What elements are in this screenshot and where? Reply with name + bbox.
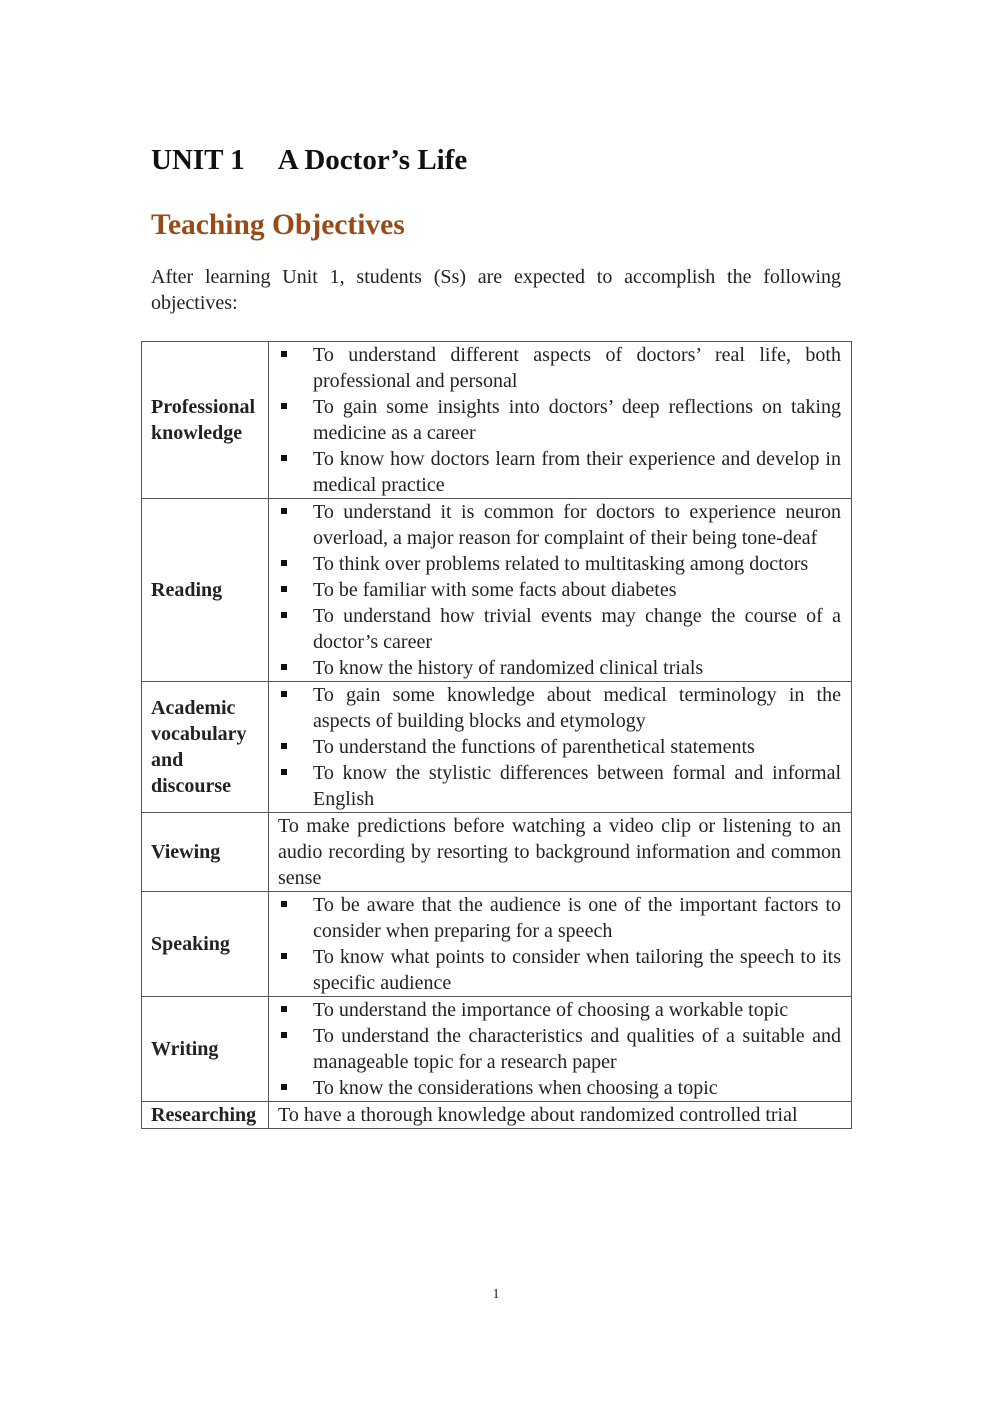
- unit-name: A Doctor’s Life: [277, 144, 468, 176]
- unit-title: [151, 142, 467, 178]
- bullet-icon: [281, 403, 287, 409]
- bullet-icon: [281, 508, 287, 514]
- intro-paragraph: After learning Unit 1, students (Ss) are expected to accomplish the following objectives:: [151, 266, 841, 314]
- category-label: Viewing: [142, 813, 269, 892]
- objectives-cell: [269, 892, 852, 997]
- category-label: Reading: [142, 499, 269, 682]
- bullet-icon: [281, 1032, 287, 1038]
- bullet-icon: [281, 901, 287, 907]
- objective-text: To think over problems related to multitasking among doctors: [313, 553, 809, 575]
- category-label: Professional knowledge: [142, 342, 269, 499]
- page-number: 1: [492, 1287, 500, 1302]
- bullet-icon: [281, 351, 287, 357]
- table-row-professional-knowledge: [142, 342, 852, 499]
- list-item: [313, 499, 841, 551]
- list-item: [313, 1075, 841, 1101]
- objective-list: [313, 892, 841, 996]
- category-label: Academic vocabulary and discourse: [142, 682, 269, 813]
- category-label: Speaking: [142, 892, 269, 997]
- category-label: Researching: [142, 1102, 269, 1129]
- objectives-table: [141, 341, 852, 1129]
- objective-text: To understand how trivial events may change the course of a doctor’s career: [313, 605, 841, 653]
- objective-text: To know how doctors learn from their experience and develop in medical practice: [313, 448, 841, 496]
- table-row-reading: [142, 499, 852, 682]
- list-item: [313, 1023, 841, 1075]
- list-item: [313, 760, 841, 812]
- table-row-academic-vocabulary: [142, 682, 852, 813]
- list-item: [313, 446, 841, 498]
- bullet-icon: [281, 769, 287, 775]
- bullet-icon: [281, 1006, 287, 1012]
- list-item: [313, 892, 841, 944]
- list-item: [313, 394, 841, 446]
- objective-text: To understand the functions of parenthetical statements: [313, 736, 755, 758]
- bullet-icon: [281, 586, 287, 592]
- list-item: [313, 342, 841, 394]
- list-item: [313, 655, 841, 681]
- objective-list: [313, 997, 841, 1101]
- objective-text: To understand the importance of choosing a workable topic: [313, 999, 789, 1021]
- objective-text: To know the history of randomized clinical trials: [313, 657, 704, 679]
- objective-text: To be aware that the audience is one of the important factors to consider when preparing for a speech: [313, 894, 841, 942]
- objective-text: To have a thorough knowledge about randomized controlled trial: [269, 1102, 852, 1129]
- objective-text: To gain some insights into doctors’ deep reflections on taking medicine as a career: [313, 396, 841, 444]
- objectives-cell: [269, 499, 852, 682]
- objective-text: To understand it is common for doctors to experience neuron overload, a major reason for complaint of their being tone-deaf: [313, 501, 841, 549]
- list-item: [313, 682, 841, 734]
- category-label: Writing: [142, 997, 269, 1102]
- table-row-writing: [142, 997, 852, 1102]
- objective-list: [313, 499, 841, 681]
- bullet-icon: [281, 743, 287, 749]
- bullet-icon: [281, 612, 287, 618]
- objective-text: To know what points to consider when tailoring the speech to its specific audience: [313, 946, 841, 994]
- objective-list: [313, 682, 841, 812]
- list-item: [313, 997, 841, 1023]
- unit-number: UNIT 1: [151, 144, 245, 176]
- objectives-cell: [269, 997, 852, 1102]
- objective-text: To be familiar with some facts about diabetes: [313, 579, 677, 601]
- list-item: [313, 944, 841, 996]
- section-heading: Teaching Objectives: [151, 209, 405, 241]
- list-item: [313, 734, 841, 760]
- table-row-viewing: [142, 813, 852, 892]
- objectives-cell: [269, 682, 852, 813]
- bullet-icon: [281, 560, 287, 566]
- bullet-icon: [281, 664, 287, 670]
- objectives-cell: [269, 342, 852, 499]
- table-row-speaking: [142, 892, 852, 997]
- bullet-icon: [281, 691, 287, 697]
- objective-text: To understand the characteristics and qualities of a suitable and manageable topic for a research paper: [313, 1025, 841, 1073]
- objective-list: [313, 342, 841, 498]
- table-row-researching: [142, 1102, 852, 1129]
- list-item: [313, 551, 841, 577]
- objective-text: To know the stylistic differences between formal and informal English: [313, 762, 841, 810]
- objective-text: To understand different aspects of doctors’ real life, both professional and personal: [313, 344, 841, 392]
- bullet-icon: [281, 1084, 287, 1090]
- objective-text: To know the considerations when choosing a topic: [313, 1077, 718, 1099]
- bullet-icon: [281, 455, 287, 461]
- objective-text: To gain some knowledge about medical terminology in the aspects of building blocks and etymology: [313, 684, 841, 732]
- bullet-icon: [281, 953, 287, 959]
- list-item: [313, 577, 841, 603]
- list-item: [313, 603, 841, 655]
- objective-text: To make predictions before watching a video clip or listening to an audio recording by resorting to background information and common sense: [269, 813, 852, 892]
